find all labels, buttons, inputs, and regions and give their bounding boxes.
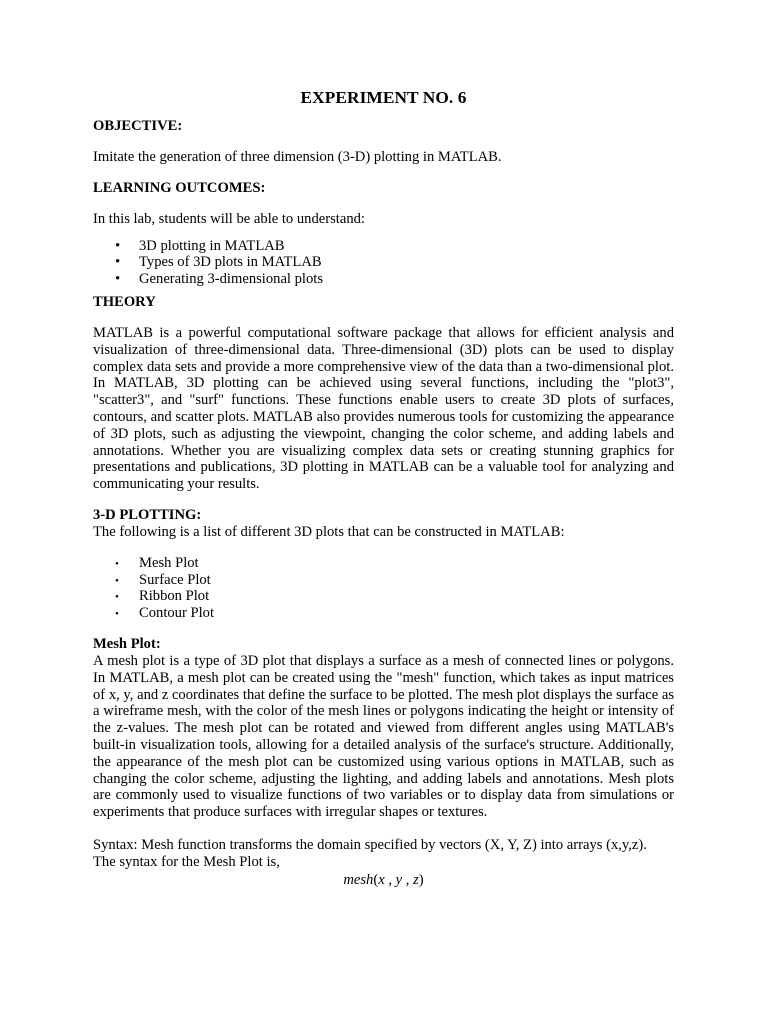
list-item bbox=[93, 572, 674, 589]
list-item-label: Contour Plot bbox=[139, 605, 215, 622]
theory-text: MATLAB is a powerful computational software package that allows for efficient analysis and visualization of three-dimensional data. Three-dimensional (3D) plots can be used to display complex data sets and provide a more comprehensive view of the data than a two-dimensional plot. In MATLAB, 3D plotting can be achieved using several functions, including the "plot3", "scatter3", and "surf" functions. These functions enable users to create 3D plots of surfaces, contours, and scatter plots. MATLAB also provides numerous tools for customizing the appearance of 3D plots, such as adjusting the viewpoint, changing the color scheme, and adding labels and annotations. Whether you are visualizing complex data sets or creating stunning graphics for presentations and publications, 3D plotting in MATLAB can be a valuable tool for analyzing and communicating your results. bbox=[93, 324, 674, 493]
list-item-label: 3D plotting in MATLAB bbox=[139, 237, 285, 254]
learning-outcomes-list bbox=[93, 238, 674, 288]
formula-open-paren: ( bbox=[373, 871, 379, 888]
list-item-label: Generating 3-dimensional plots bbox=[139, 271, 324, 288]
list-item-label: Mesh Plot bbox=[139, 554, 199, 571]
list-item-label: Types of 3D plots in MATLAB bbox=[139, 254, 322, 271]
list-item bbox=[93, 271, 674, 288]
list-item bbox=[93, 238, 674, 255]
mesh-plot-text: A mesh plot is a type of 3D plot that displays a surface as a mesh of connected lines or polygons. In MATLAB, a mesh plot can be created using the "mesh" function, which takes as input matrices of x, y, and z coordinates that define the surface to be plotted. The mesh plot displays the surface as a wireframe mesh, with the color of the mesh lines or polygons indicating the height or intensity of the z-values. The mesh plot can be rotated and viewed from different angles using MATLAB's built-in visualization tools, allowing for a detailed analysis of the surface's structure. Additionally, the appearance of the mesh plot can be customized using various options in MATLAB, such as changing the color scheme, adjusting the lighting, and adding labels and annotations. Mesh plots are commonly used to visualize functions of two variables or to display data from simulations or experiments that produce surfaces with irregular shapes or textures. bbox=[93, 652, 674, 821]
list-item-label: Surface Plot bbox=[139, 571, 211, 588]
learning-outcomes-intro: In this lab, students will be able to understand: bbox=[93, 210, 365, 227]
learning-outcomes-heading: LEARNING OUTCOMES: bbox=[93, 179, 266, 196]
list-item bbox=[93, 588, 674, 605]
document-content bbox=[93, 86, 674, 889]
mesh-plot-heading: Mesh Plot: bbox=[93, 635, 161, 652]
bullet-icon: • bbox=[115, 271, 121, 288]
objective-heading: OBJECTIVE: bbox=[93, 118, 183, 134]
list-item bbox=[93, 555, 674, 572]
mesh-formula bbox=[93, 871, 674, 889]
bullet-icon: • bbox=[115, 557, 119, 570]
bullet-icon: • bbox=[115, 254, 121, 271]
page-title: EXPERIMENT NO. 6 bbox=[300, 88, 467, 107]
bullet-icon: • bbox=[115, 237, 121, 254]
syntax-intro: The syntax for the Mesh Plot is, bbox=[93, 853, 280, 870]
list-item-label: Ribbon Plot bbox=[139, 588, 210, 605]
bullet-icon: • bbox=[115, 608, 119, 621]
formula-function: mesh bbox=[343, 871, 374, 888]
formula-args: x , y , z bbox=[378, 871, 419, 888]
objective-text: Imitate the generation of three dimension (3-D) plotting in MATLAB. bbox=[93, 149, 502, 165]
syntax-text: Syntax: Mesh function transforms the domain specified by vectors (X, Y, Z) into arrays (x,y,z). bbox=[93, 836, 647, 853]
plotting-intro: The following is a list of different 3D plots that can be constructed in MATLAB: bbox=[93, 523, 565, 540]
plotting-heading: 3-D PLOTTING: bbox=[93, 506, 202, 523]
bullet-icon: • bbox=[115, 591, 119, 604]
plot-types-list bbox=[93, 555, 674, 622]
theory-heading: THEORY bbox=[93, 293, 156, 310]
list-item bbox=[93, 605, 674, 622]
list-item bbox=[93, 254, 674, 271]
formula-close-paren: ) bbox=[418, 871, 424, 888]
bullet-icon: • bbox=[115, 574, 119, 587]
